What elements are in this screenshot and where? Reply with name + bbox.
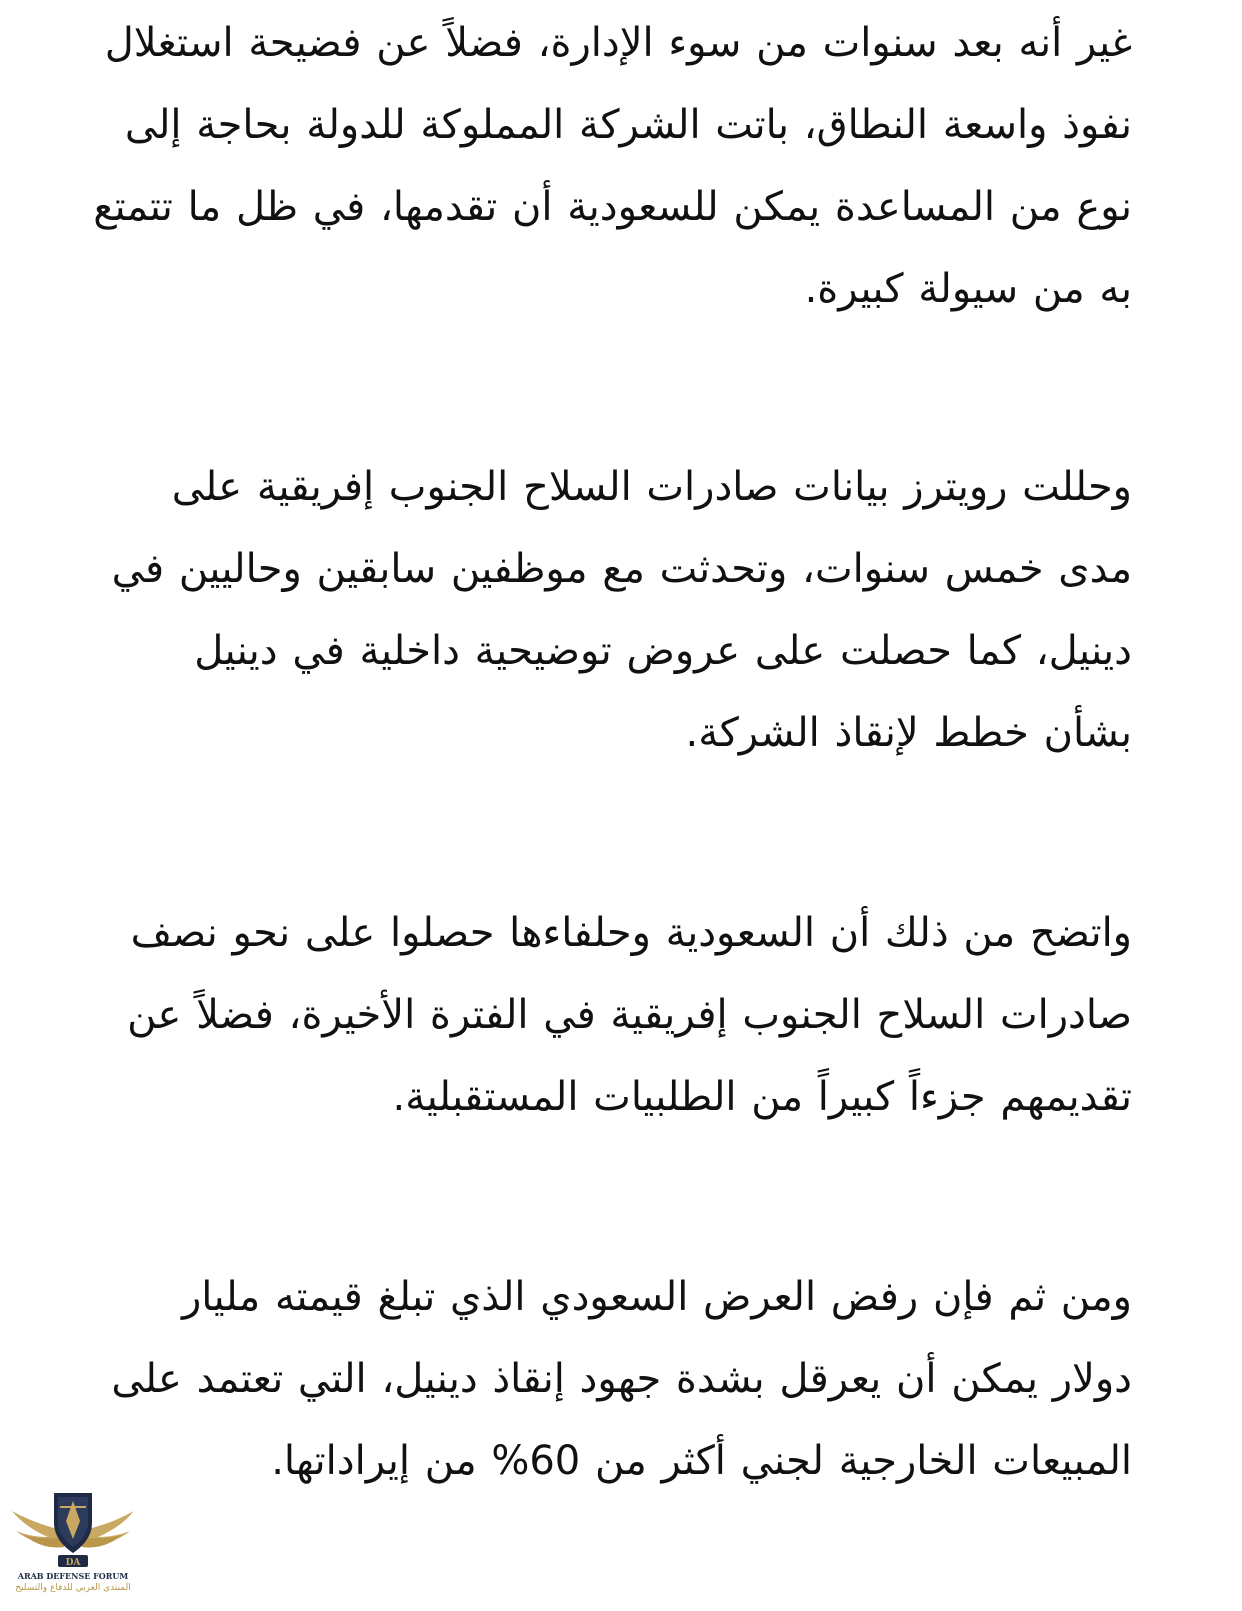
article-body bbox=[92, 0, 1132, 1502]
article-paragraph-4: ومن ثم فإن رفض العرض السعودي الذي تبلغ قيمته مليار دولار يمكن أن يعرقل بشدة جهود إنقاذ دينيل، التي تعتمد على المبيعات الخارجية لجني أكثر من 60% من إيراداتها. bbox=[111, 1274, 1132, 1484]
watermark-monogram: DA bbox=[65, 1558, 81, 1568]
article-paragraph-1: غير أنه بعد سنوات من سوء الإدارة، فضلاً عن فضيحة استغلال نفوذ واسعة النطاق، باتت الشركة المملوكة للدولة بحاجة إلى نوع من المساعدة يمكن للسعودية أن تقدمها، في ظل ما تتمتع به من سيولة كبيرة. bbox=[93, 20, 1132, 312]
watermark-name-ar: المنتدى العربي للدفاع والتسليح bbox=[15, 1583, 131, 1593]
article-paragraph-3: واتضح من ذلك أن السعودية وحلفاءها حصلوا على نحو نصف صادرات السلاح الجنوب إفريقية في الفترة الأخيرة، فضلاً عن تقديمهم جزءاً كبيراً من الطلبيات المستقبلية. bbox=[127, 910, 1132, 1120]
watermark-name-en: ARAB DEFENSE FORUM bbox=[17, 1571, 129, 1581]
winged-shield-icon bbox=[8, 1487, 138, 1569]
article-paragraph-2: وحللت رويترز بيانات صادرات السلاح الجنوب إفريقية على مدى خمس سنوات، وتحدثت مع موظفين سابقين وحاليين في دينيل، كما حصلت على عروض توضيحية داخلية في دينيل بشأن خطط لإنقاذ الشركة. bbox=[111, 464, 1132, 756]
site-watermark bbox=[8, 1487, 138, 1605]
